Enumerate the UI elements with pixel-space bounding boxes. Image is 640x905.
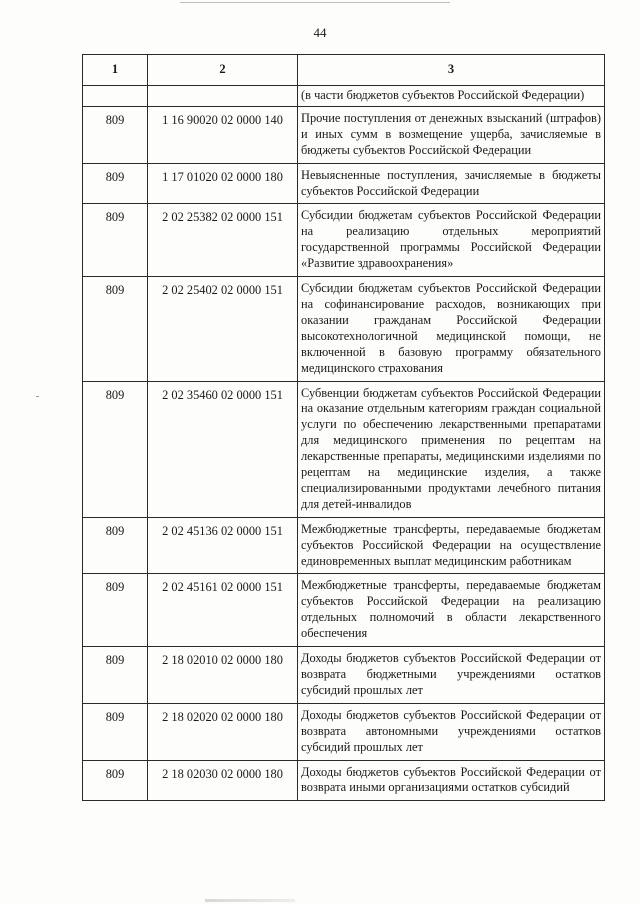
admin-code-cell: 809 <box>83 277 148 381</box>
admin-code-cell: 809 <box>83 106 148 163</box>
admin-code-cell: 809 <box>83 703 148 760</box>
admin-code-cell: 809 <box>83 760 148 801</box>
table-row <box>83 106 605 163</box>
scan-margin-mark <box>36 396 39 397</box>
description-cell: Доходы бюджетов субъектов Российской Федерации от возврата бюджетными учреждениями остатков субсидий прошлых лет <box>298 647 605 704</box>
admin-code-cell <box>83 86 148 107</box>
table-row <box>83 760 605 801</box>
table-row <box>83 574 605 647</box>
page-number: 44 <box>313 25 327 40</box>
description-cell: Невыясненные поступления, зачисляемые в бюджеты субъектов Российской Федерации <box>298 163 605 204</box>
table-row <box>83 517 605 574</box>
scan-footer-mark <box>205 899 295 902</box>
table-row <box>83 163 605 204</box>
revenue-code-cell <box>148 86 298 107</box>
description-cell: (в части бюджетов субъектов Российской Федерации) <box>298 86 605 107</box>
description-cell: Межбюджетные трансферты, передаваемые бюджетам субъектов Российской Федерации на осуществление единовременных выплат медицинским работникам <box>298 517 605 574</box>
description-cell: Субсидии бюджетам субъектов Российской Федерации на реализацию отдельных мероприятий государственной программы Российской Федерации «Развитие здравоохранения» <box>298 204 605 277</box>
budget-codes-table <box>82 54 605 801</box>
scan-top-rule <box>180 2 450 3</box>
column-header-1: 1 <box>83 55 148 86</box>
revenue-code-cell: 1 17 01020 02 0000 180 <box>148 163 298 204</box>
table-body <box>83 86 605 801</box>
admin-code-cell: 809 <box>83 204 148 277</box>
table-header <box>83 55 605 86</box>
revenue-code-cell: 2 02 35460 02 0000 151 <box>148 381 298 517</box>
revenue-code-cell: 1 16 90020 02 0000 140 <box>148 106 298 163</box>
revenue-code-cell: 2 02 25382 02 0000 151 <box>148 204 298 277</box>
description-cell: Доходы бюджетов субъектов Российской Федерации от возврата иными организациями остатков субсидий <box>298 760 605 801</box>
description-cell: Субвенции бюджетам субъектов Российской Федерации на оказание отдельным категориям граждан социальной услуги по обеспечению лекарственными препаратами для медицинского применения по рецептам на лекарственные препараты, медицинскими изделиями по рецептам на медицинские изделия, а также специализированными продуктами лечебного питания для детей-инвалидов <box>298 381 605 517</box>
column-header-2: 2 <box>148 55 298 86</box>
description-cell: Межбюджетные трансферты, передаваемые бюджетам субъектов Российской Федерации на реализацию отдельных полномочий в области лекарственного обеспечения <box>298 574 605 647</box>
table-row <box>83 277 605 381</box>
admin-code-cell: 809 <box>83 163 148 204</box>
table-row <box>83 703 605 760</box>
revenue-code-cell: 2 18 02030 02 0000 180 <box>148 760 298 801</box>
revenue-code-cell: 2 18 02020 02 0000 180 <box>148 703 298 760</box>
description-cell: Доходы бюджетов субъектов Российской Федерации от возврата автономными учреждениями остатков субсидий прошлых лет <box>298 703 605 760</box>
admin-code-cell: 809 <box>83 517 148 574</box>
table-row <box>83 647 605 704</box>
description-cell: Прочие поступления от денежных взысканий (штрафов) и иных сумм в возмещение ущерба, зачисляемые в бюджеты субъектов Российской Федерации <box>298 106 605 163</box>
revenue-code-cell: 2 02 45136 02 0000 151 <box>148 517 298 574</box>
table-header-row <box>83 55 605 86</box>
table-row <box>83 204 605 277</box>
admin-code-cell: 809 <box>83 381 148 517</box>
table-row <box>83 381 605 517</box>
table-row <box>83 86 605 107</box>
column-header-3: 3 <box>298 55 605 86</box>
revenue-code-cell: 2 02 45161 02 0000 151 <box>148 574 298 647</box>
revenue-code-cell: 2 02 25402 02 0000 151 <box>148 277 298 381</box>
admin-code-cell: 809 <box>83 574 148 647</box>
description-cell: Субсидии бюджетам субъектов Российской Федерации на софинансирование расходов, возникающих при оказании гражданам Российской Федерации высокотехнологичной медицинской помощи, не включенной в базовую программу обязательного медицинского страхования <box>298 277 605 381</box>
revenue-code-cell: 2 18 02010 02 0000 180 <box>148 647 298 704</box>
admin-code-cell: 809 <box>83 647 148 704</box>
